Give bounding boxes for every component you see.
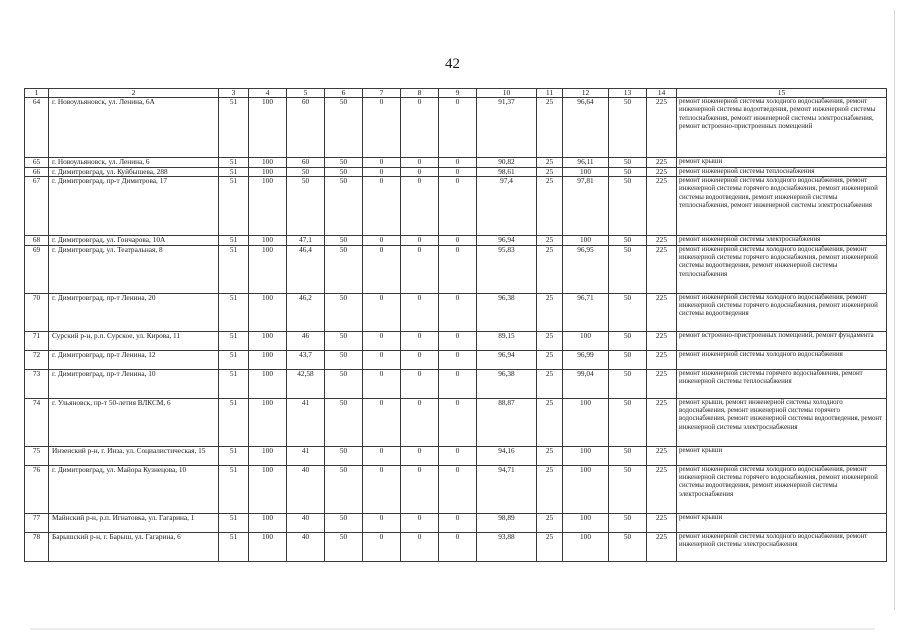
col12-cell: 96,11 <box>563 158 609 168</box>
col9-cell: 0 <box>439 513 477 532</box>
col5-cell: 40 <box>287 465 325 513</box>
col9-cell: 0 <box>439 446 477 465</box>
column-number-2: 2 <box>49 89 219 98</box>
col4-cell: 100 <box>249 532 287 561</box>
col11-cell: 25 <box>537 350 563 369</box>
col4-cell: 100 <box>249 350 287 369</box>
row-number-cell: 77 <box>25 513 49 532</box>
col4-cell: 100 <box>249 293 287 331</box>
col13-cell: 50 <box>609 398 647 446</box>
row-number-cell: 64 <box>25 98 49 158</box>
col6-cell: 50 <box>325 532 363 561</box>
col13-cell: 50 <box>609 236 647 246</box>
address-cell: г. Димитровград, пр-т Ленина, 20 <box>49 293 219 331</box>
table-row <box>25 532 887 561</box>
row-number-cell: 67 <box>25 177 49 236</box>
works-list-cell: ремонт крыши <box>677 158 887 168</box>
col14-cell: 225 <box>647 331 677 350</box>
works-list-cell: ремонт крыши <box>677 513 887 532</box>
table-row <box>25 98 887 158</box>
col10-cell: 98,89 <box>477 513 537 532</box>
col13-cell: 50 <box>609 158 647 168</box>
address-cell: г. Димитровград, пр-т Димитрова, 17 <box>49 177 219 236</box>
col5-cell: 40 <box>287 532 325 561</box>
address-cell: г. Димитровград, ул. Гончарова, 10А <box>49 236 219 246</box>
table-row <box>25 513 887 532</box>
col9-cell: 0 <box>439 245 477 293</box>
column-number-3: 3 <box>219 89 249 98</box>
col10-cell: 95,83 <box>477 245 537 293</box>
row-number-cell: 66 <box>25 167 49 177</box>
col4-cell: 100 <box>249 98 287 158</box>
table-row <box>25 167 887 177</box>
col4-cell: 100 <box>249 465 287 513</box>
col8-cell: 0 <box>401 369 439 398</box>
col6-cell: 50 <box>325 177 363 236</box>
address-cell: г. Димитровград, пр-т Ленина, 10 <box>49 369 219 398</box>
row-number-cell: 65 <box>25 158 49 168</box>
table-row <box>25 369 887 398</box>
col8-cell: 0 <box>401 350 439 369</box>
col7-cell: 0 <box>363 158 401 168</box>
col12-cell: 100 <box>563 465 609 513</box>
col6-cell: 50 <box>325 293 363 331</box>
row-number-cell: 78 <box>25 532 49 561</box>
col6-cell: 50 <box>325 245 363 293</box>
col4-cell: 100 <box>249 167 287 177</box>
column-number-6: 6 <box>325 89 363 98</box>
col4-cell: 100 <box>249 245 287 293</box>
col5-cell: 46 <box>287 331 325 350</box>
column-number-15: 15 <box>677 89 887 98</box>
column-number-5: 5 <box>287 89 325 98</box>
col4-cell: 100 <box>249 513 287 532</box>
table-row <box>25 158 887 168</box>
table-row <box>25 177 887 236</box>
col4-cell: 100 <box>249 369 287 398</box>
col14-cell: 225 <box>647 158 677 168</box>
col10-cell: 98,61 <box>477 167 537 177</box>
works-list-cell: ремонт инженерной системы холодного водоснабжения, ремонт инженерной системы горячего водоснабжения, ремонт инженерной системы водоотведения <box>677 293 887 331</box>
col8-cell: 0 <box>401 532 439 561</box>
col8-cell: 0 <box>401 167 439 177</box>
col8-cell: 0 <box>401 245 439 293</box>
col5-cell: 40 <box>287 513 325 532</box>
column-number-9: 9 <box>439 89 477 98</box>
table-row <box>25 398 887 446</box>
col11-cell: 25 <box>537 369 563 398</box>
col3-cell: 51 <box>219 465 249 513</box>
col7-cell: 0 <box>363 369 401 398</box>
col6-cell: 50 <box>325 369 363 398</box>
column-number-10: 10 <box>477 89 537 98</box>
works-list-cell: ремонт инженерной системы холодного водоснабжения, ремонт инженерной системы электроснабжения <box>677 532 887 561</box>
col12-cell: 100 <box>563 331 609 350</box>
row-number-cell: 76 <box>25 465 49 513</box>
address-cell: г. Димитровград, ул. Майора Кузнецова, 10 <box>49 465 219 513</box>
col6-cell: 50 <box>325 398 363 446</box>
table-row <box>25 331 887 350</box>
scan-edge-line <box>894 10 895 610</box>
col9-cell: 0 <box>439 177 477 236</box>
col13-cell: 50 <box>609 98 647 158</box>
col11-cell: 25 <box>537 167 563 177</box>
col7-cell: 0 <box>363 98 401 158</box>
col12-cell: 96,99 <box>563 350 609 369</box>
row-number-cell: 75 <box>25 446 49 465</box>
col13-cell: 50 <box>609 513 647 532</box>
address-cell: г. Димитровград, ул. Театральная, 8 <box>49 245 219 293</box>
col10-cell: 94,71 <box>477 465 537 513</box>
col7-cell: 0 <box>363 513 401 532</box>
col6-cell: 50 <box>325 236 363 246</box>
col14-cell: 225 <box>647 98 677 158</box>
col11-cell: 25 <box>537 98 563 158</box>
address-cell: Инзенский р-н, г. Инза, ул. Социалистическая, 15 <box>49 446 219 465</box>
row-number-cell: 72 <box>25 350 49 369</box>
works-list-cell: ремонт крыши <box>677 446 887 465</box>
col6-cell: 50 <box>325 98 363 158</box>
col12-cell: 97,81 <box>563 177 609 236</box>
works-list-cell: ремонт инженерной системы холодного водоснабжения <box>677 350 887 369</box>
col14-cell: 225 <box>647 398 677 446</box>
works-list-cell: ремонт инженерной системы холодного водоснабжения, ремонт инженерной системы горячего водоснабжения, ремонт инженерной системы водоотведения, ремонт инженерной системы электроснабжения <box>677 465 887 513</box>
col8-cell: 0 <box>401 98 439 158</box>
col5-cell: 46,2 <box>287 293 325 331</box>
col5-cell: 60 <box>287 158 325 168</box>
col9-cell: 0 <box>439 350 477 369</box>
col5-cell: 41 <box>287 398 325 446</box>
col4-cell: 100 <box>249 446 287 465</box>
col12-cell: 100 <box>563 167 609 177</box>
address-cell: г. Димитровград, ул. Куйбышева, 288 <box>49 167 219 177</box>
col13-cell: 50 <box>609 293 647 331</box>
col7-cell: 0 <box>363 398 401 446</box>
col10-cell: 96,94 <box>477 350 537 369</box>
address-cell: Майнский р-н, р.п. Игнатовка, ул. Гагарина, 1 <box>49 513 219 532</box>
col12-cell: 100 <box>563 236 609 246</box>
col7-cell: 0 <box>363 331 401 350</box>
col13-cell: 50 <box>609 331 647 350</box>
col8-cell: 0 <box>401 513 439 532</box>
column-number-7: 7 <box>363 89 401 98</box>
column-number-4: 4 <box>249 89 287 98</box>
col12-cell: 100 <box>563 513 609 532</box>
column-number-13: 13 <box>609 89 647 98</box>
col5-cell: 42,58 <box>287 369 325 398</box>
col9-cell: 0 <box>439 331 477 350</box>
works-list-cell: ремонт инженерной системы холодного водоснабжения, ремонт инженерной системы горячего водоснабжения, ремонт инженерной системы водоотведения, ремонт инженерной системы теплоснабжения, ремонт инженерной системы электроснабжения <box>677 177 887 236</box>
column-number-8: 8 <box>401 89 439 98</box>
col11-cell: 25 <box>537 236 563 246</box>
col14-cell: 225 <box>647 245 677 293</box>
col9-cell: 0 <box>439 293 477 331</box>
col4-cell: 100 <box>249 158 287 168</box>
col3-cell: 51 <box>219 236 249 246</box>
col7-cell: 0 <box>363 532 401 561</box>
col9-cell: 0 <box>439 465 477 513</box>
col14-cell: 225 <box>647 350 677 369</box>
col11-cell: 25 <box>537 513 563 532</box>
col5-cell: 41 <box>287 446 325 465</box>
col14-cell: 225 <box>647 177 677 236</box>
col12-cell: 100 <box>563 532 609 561</box>
address-cell: г. Ульяновск, пр-т 50-летия ВЛКСМ, 6 <box>49 398 219 446</box>
col9-cell: 0 <box>439 532 477 561</box>
col5-cell: 43,7 <box>287 350 325 369</box>
col13-cell: 50 <box>609 245 647 293</box>
col10-cell: 94,16 <box>477 446 537 465</box>
col4-cell: 100 <box>249 398 287 446</box>
col14-cell: 225 <box>647 532 677 561</box>
col5-cell: 60 <box>287 98 325 158</box>
row-number-cell: 74 <box>25 398 49 446</box>
col10-cell: 91,37 <box>477 98 537 158</box>
register-body <box>25 98 887 562</box>
col14-cell: 225 <box>647 369 677 398</box>
address-cell: г. Димитровград, пр-т Ленина, 12 <box>49 350 219 369</box>
col11-cell: 25 <box>537 177 563 236</box>
col6-cell: 50 <box>325 158 363 168</box>
column-number-1: 1 <box>25 89 49 98</box>
col14-cell: 225 <box>647 513 677 532</box>
column-number-12: 12 <box>563 89 609 98</box>
column-number-14: 14 <box>647 89 677 98</box>
table-row <box>25 245 887 293</box>
col9-cell: 0 <box>439 398 477 446</box>
col10-cell: 96,38 <box>477 369 537 398</box>
row-number-cell: 68 <box>25 236 49 246</box>
col8-cell: 0 <box>401 158 439 168</box>
col4-cell: 100 <box>249 331 287 350</box>
col4-cell: 100 <box>249 177 287 236</box>
col10-cell: 90,82 <box>477 158 537 168</box>
col9-cell: 0 <box>439 98 477 158</box>
col5-cell: 50 <box>287 177 325 236</box>
col14-cell: 225 <box>647 293 677 331</box>
col3-cell: 51 <box>219 293 249 331</box>
col7-cell: 0 <box>363 236 401 246</box>
col9-cell: 0 <box>439 236 477 246</box>
col10-cell: 96,94 <box>477 236 537 246</box>
col7-cell: 0 <box>363 465 401 513</box>
col11-cell: 25 <box>537 532 563 561</box>
col13-cell: 50 <box>609 446 647 465</box>
col6-cell: 50 <box>325 446 363 465</box>
col11-cell: 25 <box>537 158 563 168</box>
col8-cell: 0 <box>401 236 439 246</box>
table-row <box>25 236 887 246</box>
col10-cell: 89,15 <box>477 331 537 350</box>
col13-cell: 50 <box>609 167 647 177</box>
table-row <box>25 446 887 465</box>
works-list-cell: ремонт встроенно-пристроенных помещений, ремонт фундамента <box>677 331 887 350</box>
col3-cell: 51 <box>219 398 249 446</box>
col3-cell: 51 <box>219 350 249 369</box>
col7-cell: 0 <box>363 350 401 369</box>
col5-cell: 46,4 <box>287 245 325 293</box>
col12-cell: 96,95 <box>563 245 609 293</box>
col8-cell: 0 <box>401 331 439 350</box>
col7-cell: 0 <box>363 167 401 177</box>
col14-cell: 225 <box>647 236 677 246</box>
col7-cell: 0 <box>363 446 401 465</box>
col14-cell: 225 <box>647 167 677 177</box>
col13-cell: 50 <box>609 369 647 398</box>
col11-cell: 25 <box>537 293 563 331</box>
col11-cell: 25 <box>537 331 563 350</box>
col3-cell: 51 <box>219 369 249 398</box>
table-row <box>25 465 887 513</box>
row-number-cell: 71 <box>25 331 49 350</box>
works-list-cell: ремонт крыши, ремонт инженерной системы холодного водоснабжения, ремонт инженерной системы горячего водоснабжения, ремонт инженерной системы водоотведения, ремонт инженерной системы электроснабжения <box>677 398 887 446</box>
col13-cell: 50 <box>609 465 647 513</box>
repair-register-table <box>24 88 887 562</box>
col12-cell: 100 <box>563 446 609 465</box>
col8-cell: 0 <box>401 398 439 446</box>
col14-cell: 225 <box>647 465 677 513</box>
works-list-cell: ремонт инженерной системы теплоснабжения <box>677 167 887 177</box>
col5-cell: 50 <box>287 167 325 177</box>
col9-cell: 0 <box>439 369 477 398</box>
col3-cell: 51 <box>219 513 249 532</box>
col3-cell: 51 <box>219 331 249 350</box>
col3-cell: 51 <box>219 532 249 561</box>
row-number-cell: 73 <box>25 369 49 398</box>
col3-cell: 51 <box>219 245 249 293</box>
table-row <box>25 350 887 369</box>
col6-cell: 50 <box>325 513 363 532</box>
col6-cell: 50 <box>325 331 363 350</box>
col8-cell: 0 <box>401 465 439 513</box>
col13-cell: 50 <box>609 177 647 236</box>
col10-cell: 97,4 <box>477 177 537 236</box>
col10-cell: 93,88 <box>477 532 537 561</box>
address-cell: г. Новоульяновск, ул. Ленина, 6А <box>49 98 219 158</box>
col11-cell: 25 <box>537 245 563 293</box>
col7-cell: 0 <box>363 177 401 236</box>
col13-cell: 50 <box>609 350 647 369</box>
col8-cell: 0 <box>401 293 439 331</box>
table-row <box>25 293 887 331</box>
address-cell: г. Новоульяновск, ул. Ленина, 6 <box>49 158 219 168</box>
works-list-cell: ремонт инженерной системы электроснабжения <box>677 236 887 246</box>
col9-cell: 0 <box>439 167 477 177</box>
col11-cell: 25 <box>537 446 563 465</box>
column-number-row <box>25 89 887 98</box>
works-list-cell: ремонт инженерной системы горячего водоснабжения, ремонт инженерной системы теплоснабжения <box>677 369 887 398</box>
col12-cell: 96,71 <box>563 293 609 331</box>
col3-cell: 51 <box>219 158 249 168</box>
col13-cell: 50 <box>609 532 647 561</box>
row-number-cell: 70 <box>25 293 49 331</box>
col10-cell: 96,38 <box>477 293 537 331</box>
col6-cell: 50 <box>325 167 363 177</box>
col8-cell: 0 <box>401 177 439 236</box>
col14-cell: 225 <box>647 446 677 465</box>
row-number-cell: 69 <box>25 245 49 293</box>
col4-cell: 100 <box>249 236 287 246</box>
col7-cell: 0 <box>363 245 401 293</box>
address-cell: Сурский р-н, р.п. Сурское, ул. Кирова, 11 <box>49 331 219 350</box>
address-cell: Барышский р-н, г. Барыш, ул. Гагарина, 6 <box>49 532 219 561</box>
col8-cell: 0 <box>401 446 439 465</box>
col11-cell: 25 <box>537 465 563 513</box>
col3-cell: 51 <box>219 98 249 158</box>
col10-cell: 88,87 <box>477 398 537 446</box>
column-number-11: 11 <box>537 89 563 98</box>
col3-cell: 51 <box>219 167 249 177</box>
col11-cell: 25 <box>537 398 563 446</box>
col6-cell: 50 <box>325 465 363 513</box>
page-number: 42 <box>445 56 460 72</box>
col6-cell: 50 <box>325 350 363 369</box>
col3-cell: 51 <box>219 177 249 236</box>
col5-cell: 47,1 <box>287 236 325 246</box>
works-list-cell: ремонт инженерной системы холодного водоснабжения, ремонт инженерной системы горячего водоснабжения, ремонт инженерной системы водоотведения, ремонт инженерной системы теплоснабжения <box>677 245 887 293</box>
col12-cell: 99,04 <box>563 369 609 398</box>
works-list-cell: ремонт инженерной системы холодного водоснабжения, ремонт инженерной системы водоотведения, ремонт инженерной системы теплоснабжения, ремонт инженерной системы электроснабжения, ремонт встроенно-пристроенных помещений <box>677 98 887 158</box>
col12-cell: 100 <box>563 398 609 446</box>
col12-cell: 96,64 <box>563 98 609 158</box>
col9-cell: 0 <box>439 158 477 168</box>
scan-bottom-artifact <box>30 628 875 630</box>
col3-cell: 51 <box>219 446 249 465</box>
col7-cell: 0 <box>363 293 401 331</box>
